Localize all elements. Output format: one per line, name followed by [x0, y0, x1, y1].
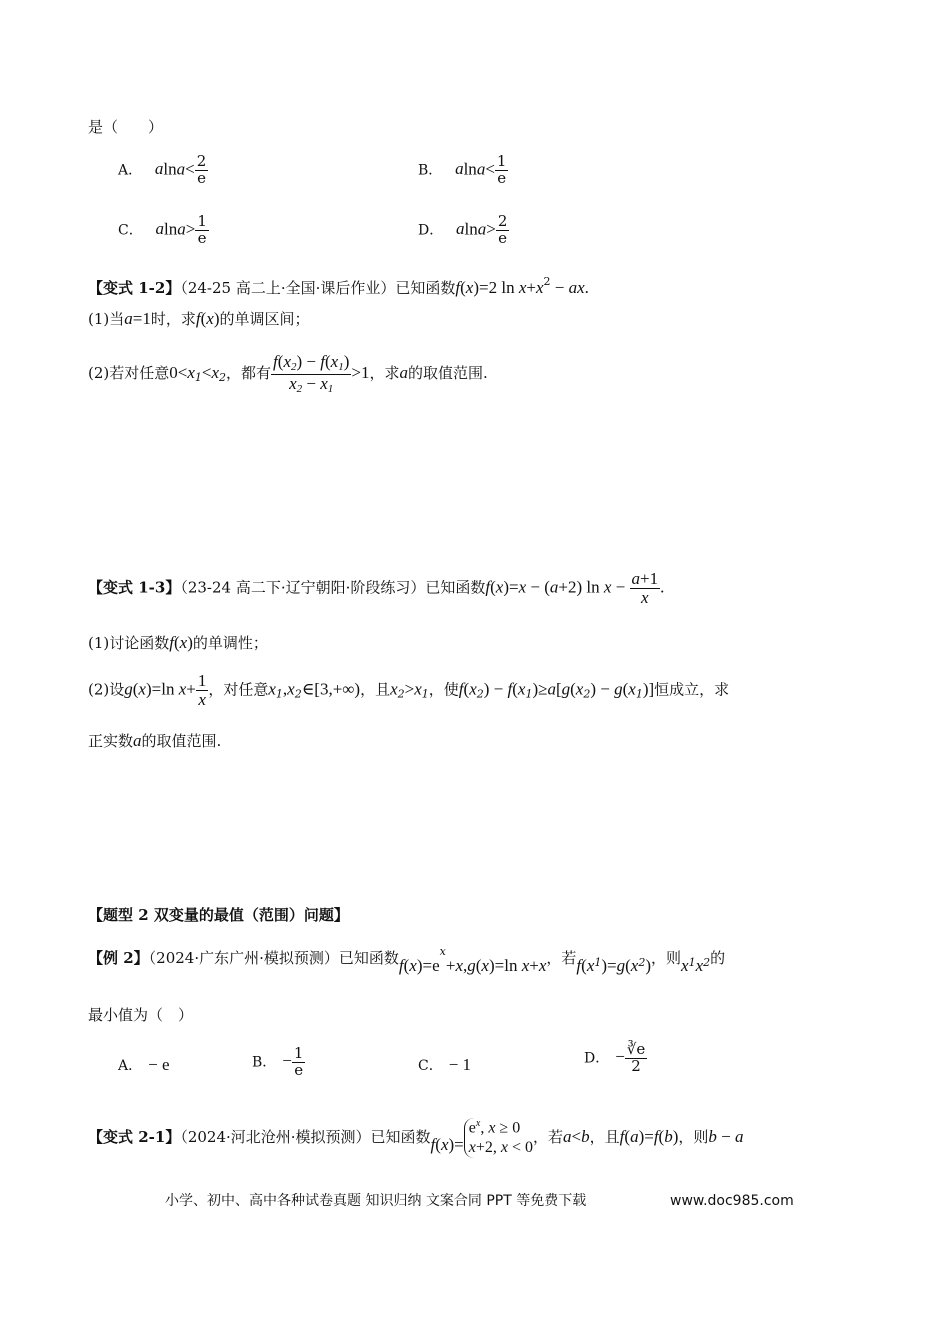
example-2-option-b: B． − $\frac{1}{e}$	[252, 1044, 304, 1079]
example-2-stem: 【例 2】（2024·广东广州·模拟预测）已知函数$f(x)=e^x+x,g(x)=\ln$ x+x，若$f(x_1)=g(x_2)$，则$x_1x_2$的	[88, 945, 726, 975]
variant-1-3-part2-cont: 正实数a的取值范围.	[88, 731, 222, 750]
footer-url[interactable]: www.doc985.com	[670, 1193, 794, 1209]
example-2-option-c: C． − 1	[418, 1055, 472, 1074]
section-heading: 【题型 2 双变量的最值（范围）问题】	[88, 906, 349, 924]
variant-1-3-stem: 【变式 1-3】（23-24 高二下·辽宁朝阳·阶段练习）已知函数f(x)=x − (a+2) ln x − $\frac{a+1}{x}$ .	[88, 569, 665, 607]
option-b: B． alna< $\frac{1}{e}$	[418, 152, 507, 187]
variant-1-3-part2: (2)设g(x)=ln x+ $\frac{1}{x}$ ，对任意$x_1,x_2\in[3,+\infty)$，且$x_2>x_1$，使$f(x_2) - f(x_1)\ge a[g(x_2) - g(x_1)]$恒成立，求	[88, 671, 730, 709]
variant-1-2-part2: (2)若对任意$0<x_1<x_2$，都有 $\frac{f(x_2) - f(x_1)}{x_2 - x_1}$ >1，求a的取值范围.	[88, 352, 488, 395]
variant-2-1-stem: 【变式 2-1】（2024·河北沧州·模拟预测）已知函数f(x)= $e^x$, x ≥ 0 x+2, x < 0 ，若a<b，且f(a)=f(b)，则b − a	[88, 1118, 744, 1157]
variant-1-2-part1: (1)当a=1时，求f(x)的单调区间；	[88, 309, 310, 328]
option-d: D． alna> $\frac{2}{e}$	[418, 212, 508, 247]
variant-1-3-part1: (1)讨论函数f(x)的单调性；	[88, 633, 268, 652]
footer-text: 小学、初中、高中各种试卷真题 知识归纳 文案合同 PPT 等免费下载	[165, 1193, 587, 1209]
variant-1-2-stem: 【变式 1-2】（24-25 高二上·全国·课后作业）已知函数f(x)=2 $\ln x+x^2$ − ax.	[88, 275, 589, 297]
example-2-option-a: A． − e	[118, 1055, 170, 1074]
option-a: A． alna< $\frac{2}{e}$	[118, 152, 207, 187]
example-2-stem-cont: 最小值为（ ）	[88, 1006, 194, 1024]
option-c: C． alna> $\frac{1}{e}$	[118, 212, 207, 247]
example-2-option-d: D． − $\frac{∛e}{2}$	[584, 1040, 646, 1075]
question-tail: 是（ ）	[88, 118, 164, 136]
